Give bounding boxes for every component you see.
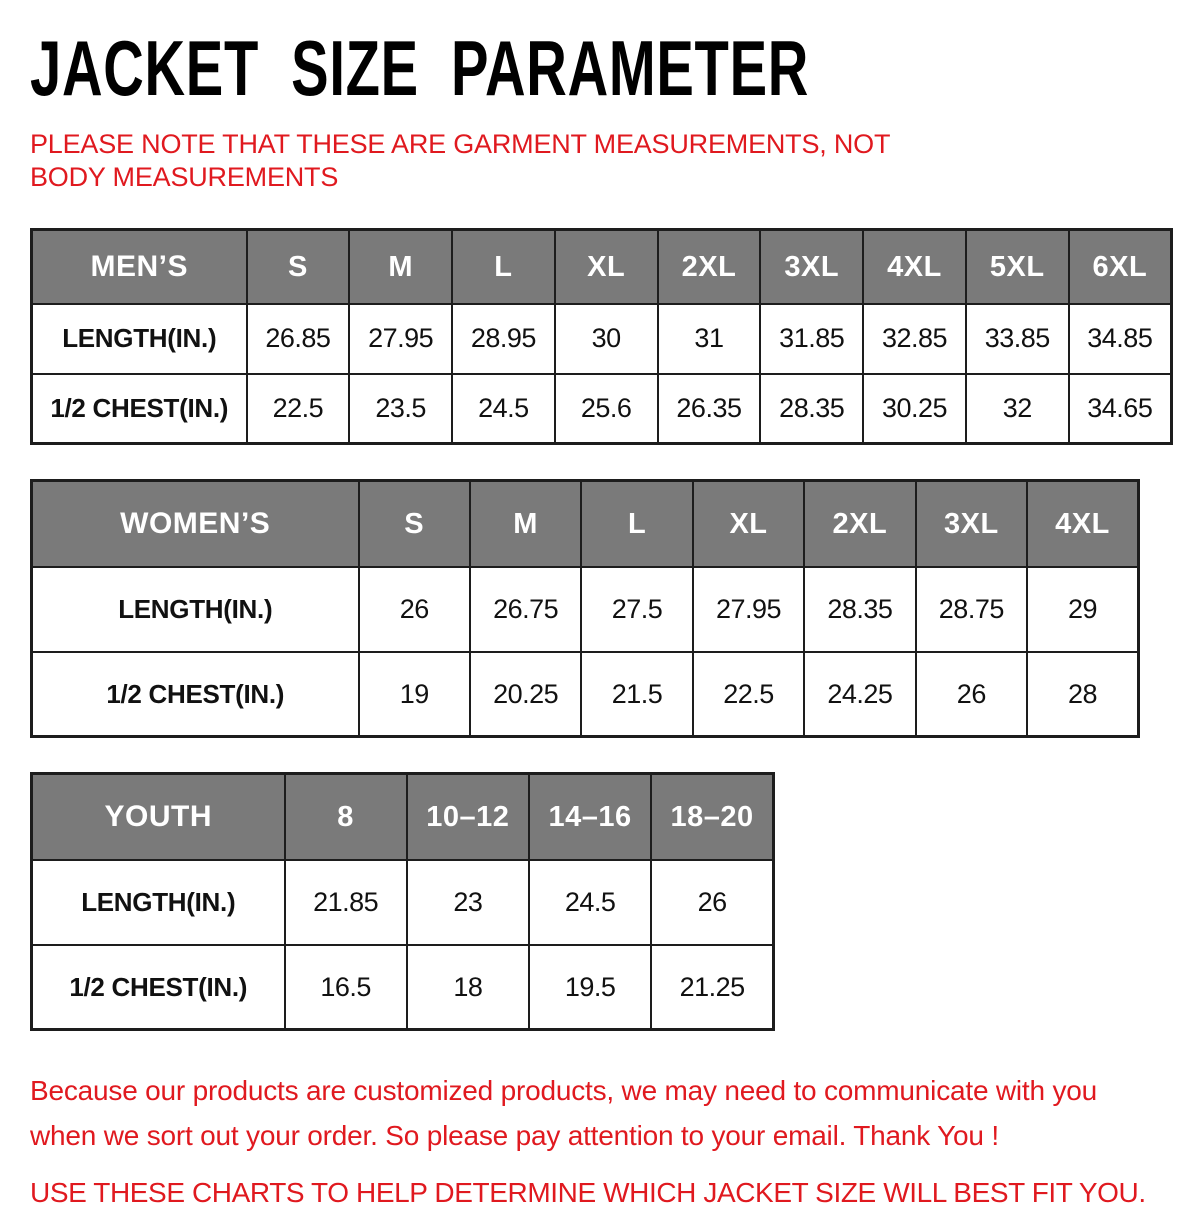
mens-size-column-4: 2XL (658, 230, 761, 304)
youth-measure-row-0 (32, 860, 774, 945)
womens-size-column-1: M (470, 481, 581, 567)
womens-size-column-3: XL (693, 481, 804, 567)
womens-group-label: WOMEN’S (32, 481, 359, 567)
womens-size-column-4: 2XL (804, 481, 915, 567)
mens-value-1-4: 26.35 (658, 374, 761, 444)
womens-value-0-2: 27.5 (581, 567, 692, 652)
page-title (30, 24, 1172, 112)
youth-value-0-2: 24.5 (529, 860, 651, 945)
mens-row-label-1: 1/2 CHEST(IN.) (32, 374, 247, 444)
youth-value-1-3: 21.25 (651, 945, 773, 1030)
size-tables-container (30, 228, 1172, 1031)
mens-size-column-3: XL (555, 230, 658, 304)
mens-size-column-1: M (349, 230, 452, 304)
youth-value-0-1: 23 (407, 860, 529, 945)
youth-value-0-0: 21.85 (285, 860, 407, 945)
customization-notice: Because our products are customized products, we may need to communicate with you when we sort out your order. So please pay attention to your email. Thank You ! (30, 1075, 1098, 1152)
page-title-text: JACKET SIZE PARAMETER (30, 24, 810, 112)
womens-row-label-1: 1/2 CHEST(IN.) (32, 652, 359, 737)
mens-value-0-6: 32.85 (863, 304, 966, 374)
womens-value-1-4: 24.25 (804, 652, 915, 737)
womens-value-0-5: 28.75 (916, 567, 1027, 652)
mens-value-1-5: 28.35 (760, 374, 863, 444)
mens-value-0-1: 27.95 (349, 304, 452, 374)
womens-size-column-5: 3XL (916, 481, 1027, 567)
fit-instruction: USE THESE CHARTS TO HELP DETERMINE WHICH JACKET SIZE WILL BEST FIT YOU. (30, 1177, 1146, 1208)
mens-size-column-6: 4XL (863, 230, 966, 304)
womens-value-1-0: 19 (359, 652, 470, 737)
mens-size-column-0: S (247, 230, 350, 304)
womens-header-row (32, 481, 1139, 567)
mens-value-1-8: 34.65 (1069, 374, 1172, 444)
mens-row-label-0: LENGTH(IN.) (32, 304, 247, 374)
womens-size-column-0: S (359, 481, 470, 567)
mens-size-column-2: L (452, 230, 555, 304)
garment-measurement-note: PLEASE NOTE THAT THESE ARE GARMENT MEASUREMENTS, NOT BODY MEASUREMENTS (30, 129, 890, 193)
youth-size-column-2: 14–16 (529, 774, 651, 860)
womens-value-1-3: 22.5 (693, 652, 804, 737)
womens-value-1-6: 28 (1027, 652, 1138, 737)
womens-value-0-0: 26 (359, 567, 470, 652)
mens-value-0-7: 33.85 (966, 304, 1069, 374)
mens-value-0-5: 31.85 (760, 304, 863, 374)
womens-measure-row-0 (32, 567, 1139, 652)
youth-header-row (32, 774, 774, 860)
mens-value-1-6: 30.25 (863, 374, 966, 444)
womens-row-label-0: LENGTH(IN.) (32, 567, 359, 652)
mens-value-0-3: 30 (555, 304, 658, 374)
womens-value-1-2: 21.5 (581, 652, 692, 737)
mens-value-0-4: 31 (658, 304, 761, 374)
youth-size-column-3: 18–20 (651, 774, 773, 860)
womens-value-0-6: 29 (1027, 567, 1138, 652)
mens-value-1-1: 23.5 (349, 374, 452, 444)
youth-value-0-3: 26 (651, 860, 773, 945)
mens-value-1-3: 25.6 (555, 374, 658, 444)
mens-value-0-8: 34.85 (1069, 304, 1172, 374)
mens-size-column-7: 5XL (966, 230, 1069, 304)
mens-value-1-2: 24.5 (452, 374, 555, 444)
mens-header-row (32, 230, 1172, 304)
mens-group-label: MEN’S (32, 230, 247, 304)
youth-size-column-1: 10–12 (407, 774, 529, 860)
mens-value-1-0: 22.5 (247, 374, 350, 444)
mens-value-1-7: 32 (966, 374, 1069, 444)
mens-value-0-0: 26.85 (247, 304, 350, 374)
womens-value-0-1: 26.75 (470, 567, 581, 652)
womens-size-table (30, 479, 1140, 738)
womens-size-column-2: L (581, 481, 692, 567)
mens-size-table (30, 228, 1173, 445)
womens-measure-row-1 (32, 652, 1139, 737)
youth-value-1-0: 16.5 (285, 945, 407, 1030)
youth-value-1-2: 19.5 (529, 945, 651, 1030)
womens-value-0-3: 27.95 (693, 567, 804, 652)
mens-measure-row-1 (32, 374, 1172, 444)
youth-value-1-1: 18 (407, 945, 529, 1030)
youth-measure-row-1 (32, 945, 774, 1030)
mens-size-column-8: 6XL (1069, 230, 1172, 304)
mens-size-column-5: 3XL (760, 230, 863, 304)
womens-value-0-4: 28.35 (804, 567, 915, 652)
mens-measure-row-0 (32, 304, 1172, 374)
womens-value-1-5: 26 (916, 652, 1027, 737)
womens-value-1-1: 20.25 (470, 652, 581, 737)
womens-size-column-6: 4XL (1027, 481, 1138, 567)
youth-row-label-0: LENGTH(IN.) (32, 860, 285, 945)
youth-size-column-0: 8 (285, 774, 407, 860)
youth-group-label: YOUTH (32, 774, 285, 860)
youth-row-label-1: 1/2 CHEST(IN.) (32, 945, 285, 1030)
youth-size-table (30, 772, 775, 1031)
mens-value-0-2: 28.95 (452, 304, 555, 374)
